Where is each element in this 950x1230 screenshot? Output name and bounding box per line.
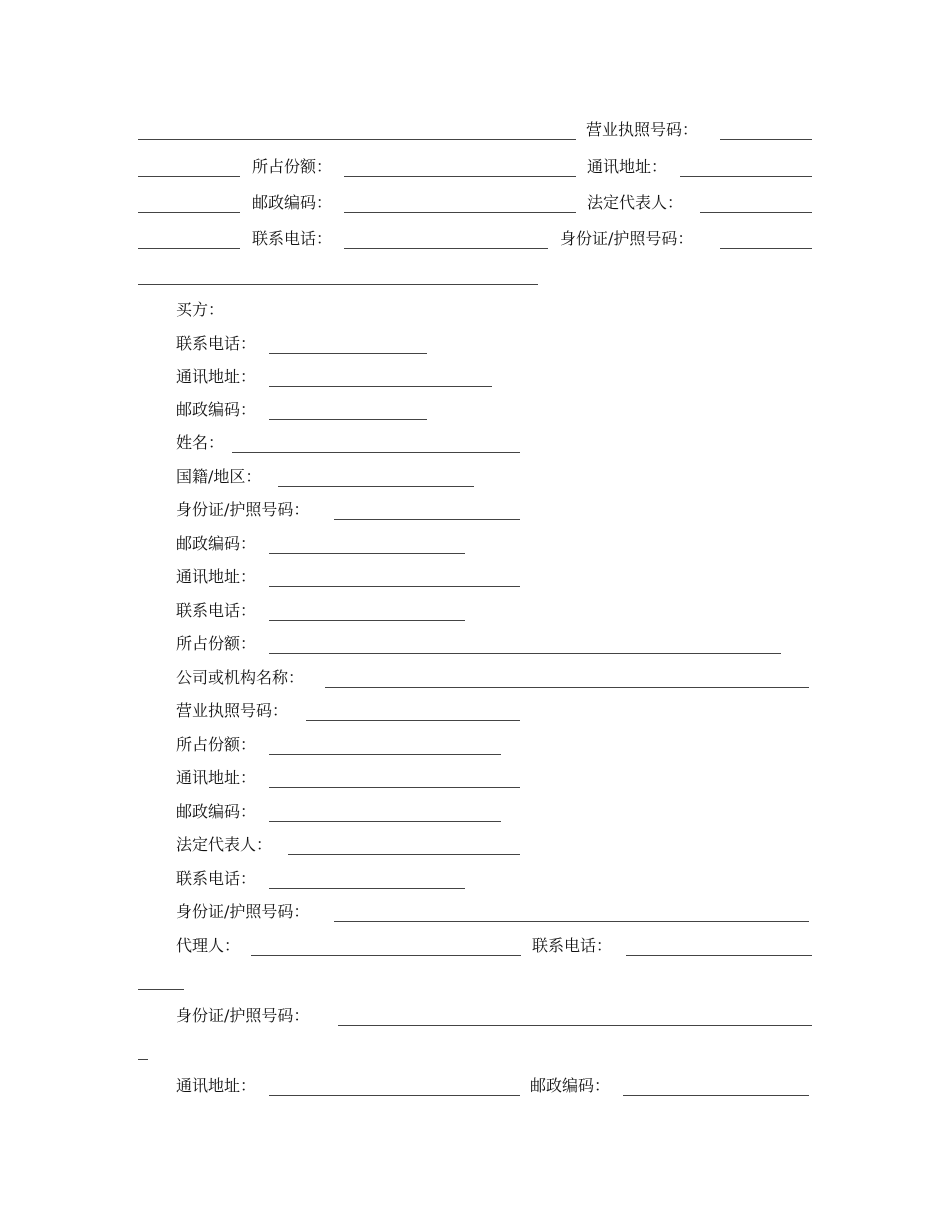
buyer-postal-blank-2[interactable] [269, 553, 465, 554]
agent-id-blank[interactable] [338, 1025, 812, 1026]
agent-address-blank[interactable] [269, 1095, 520, 1096]
seller-id-blank-cont[interactable] [138, 284, 538, 285]
buyer-business-license-label: 营业执照号码： [176, 701, 289, 720]
buyer-heading-row [0, 300, 950, 334]
agent-id-blank-cont[interactable] [138, 1059, 148, 1060]
buyer-id-label: 身份证/护照号码： [176, 500, 310, 519]
buyer-address-label: 通讯地址： [176, 367, 257, 386]
buyer-phone-blank-2[interactable] [269, 620, 465, 621]
seller-postal-blank[interactable] [344, 212, 576, 213]
buyer-phone-label-2: 联系电话： [176, 601, 257, 620]
buyer-row-id-2 [0, 902, 950, 936]
buyer-phone-blank-3[interactable] [269, 888, 465, 889]
buyer-share-label-2: 所占份额： [176, 735, 257, 754]
seller-business-license-blank[interactable] [720, 139, 812, 140]
seller-id-label: 身份证/护照号码： [560, 229, 694, 248]
agent-postal-label: 邮政编码： [530, 1076, 611, 1095]
buyer-row-address-2 [0, 567, 950, 601]
buyer-row-postal-2 [0, 534, 950, 568]
buyer-id-blank[interactable] [334, 519, 520, 520]
buyer-postal-label: 邮政编码： [176, 400, 257, 419]
seller-row-id-cont [0, 265, 950, 299]
buyer-row-phone [0, 334, 950, 368]
buyer-row-address [0, 367, 950, 401]
seller-row-share [0, 157, 950, 191]
seller-legal-rep-label: 法定代表人： [587, 193, 684, 212]
seller-phone-label: 联系电话： [252, 229, 333, 248]
agent-address-label: 通讯地址： [176, 1076, 257, 1095]
seller-address-blank-cont[interactable] [138, 212, 240, 213]
seller-row-license [0, 120, 950, 154]
buyer-legal-rep-label: 法定代表人： [176, 835, 273, 854]
seller-phone-blank[interactable] [344, 248, 548, 249]
seller-business-license-label: 营业执照号码： [586, 120, 699, 139]
buyer-row-postal [0, 400, 950, 434]
buyer-nationality-label: 国籍/地区： [176, 467, 262, 486]
agent-phone-blank[interactable] [626, 955, 812, 956]
buyer-postal-blank-3[interactable] [269, 821, 501, 822]
buyer-row-nationality [0, 467, 950, 501]
seller-address-label: 通讯地址： [587, 157, 668, 176]
buyer-share-label: 所占份额： [176, 634, 257, 653]
buyer-postal-blank[interactable] [269, 419, 427, 420]
buyer-address-label-3: 通讯地址： [176, 768, 257, 787]
buyer-row-address-3 [0, 768, 950, 802]
buyer-row-legal-rep [0, 835, 950, 869]
agent-row-id-cont [0, 1040, 950, 1074]
buyer-row-phone-3 [0, 869, 950, 903]
seller-row-phone [0, 229, 950, 263]
buyer-id-blank-2[interactable] [334, 921, 809, 922]
buyer-share-blank[interactable] [269, 653, 781, 654]
buyer-row-name [0, 433, 950, 467]
seller-share-label: 所占份额： [252, 157, 333, 176]
agent-phone-blank-cont[interactable] [138, 989, 184, 990]
seller-legal-rep-blank[interactable] [700, 212, 812, 213]
seller-share-blank[interactable] [344, 176, 576, 177]
buyer-name-label: 姓名： [176, 433, 225, 452]
buyer-heading: 买方： [176, 300, 225, 319]
seller-row-postal [0, 193, 950, 227]
buyer-phone-label: 联系电话： [176, 334, 257, 353]
buyer-postal-label-2: 邮政编码： [176, 534, 257, 553]
buyer-row-share [0, 634, 950, 668]
buyer-legal-rep-blank[interactable] [288, 854, 520, 855]
buyer-nationality-blank[interactable] [278, 486, 474, 487]
buyer-row-phone-2 [0, 601, 950, 635]
seller-legal-rep-blank-cont[interactable] [138, 248, 240, 249]
seller-address-blank[interactable] [680, 176, 812, 177]
buyer-name-blank[interactable] [232, 452, 520, 453]
agent-label: 代理人： [176, 936, 241, 955]
buyer-id-label-2: 身份证/护照号码： [176, 902, 310, 921]
buyer-row-share-2 [0, 735, 950, 769]
buyer-address-blank-2[interactable] [269, 586, 520, 587]
buyer-phone-blank[interactable] [269, 353, 427, 354]
seller-name-blank[interactable] [138, 139, 576, 140]
buyer-phone-label-3: 联系电话： [176, 869, 257, 888]
agent-postal-blank[interactable] [623, 1095, 809, 1096]
seller-license-blank-cont[interactable] [138, 176, 240, 177]
buyer-address-label-2: 通讯地址： [176, 567, 257, 586]
buyer-row-company [0, 668, 950, 702]
agent-id-label: 身份证/护照号码： [176, 1006, 310, 1025]
seller-id-blank[interactable] [720, 248, 812, 249]
agent-phone-label: 联系电话： [532, 936, 613, 955]
agent-row-phone-cont [0, 970, 950, 1004]
buyer-company-label: 公司或机构名称： [176, 668, 305, 687]
buyer-address-blank[interactable] [269, 386, 492, 387]
buyer-row-postal-3 [0, 802, 950, 836]
buyer-address-blank-3[interactable] [269, 787, 520, 788]
buyer-company-blank[interactable] [325, 687, 809, 688]
agent-row-id [0, 1006, 950, 1040]
buyer-row-id [0, 500, 950, 534]
buyer-postal-label-3: 邮政编码： [176, 802, 257, 821]
seller-postal-label: 邮政编码： [252, 193, 333, 212]
agent-row [0, 936, 950, 970]
agent-blank[interactable] [251, 955, 521, 956]
buyer-row-license [0, 701, 950, 735]
agent-row-address [0, 1076, 950, 1110]
buyer-business-license-blank[interactable] [306, 720, 520, 721]
buyer-share-blank-2[interactable] [269, 754, 501, 755]
